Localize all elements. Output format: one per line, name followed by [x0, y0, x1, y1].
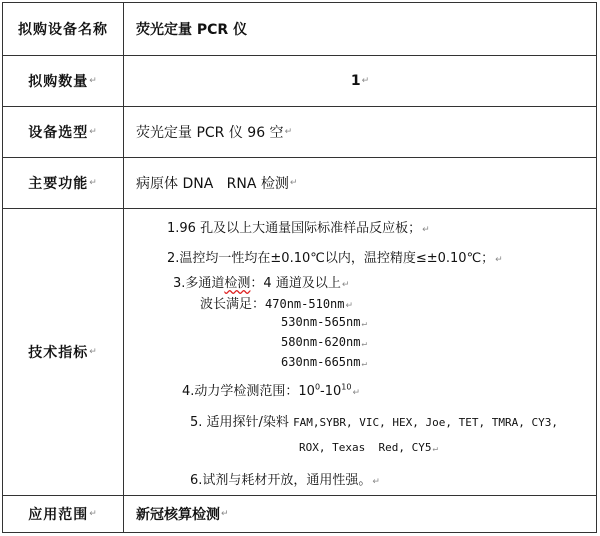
- value-model: 荧光定量 PCR 仪 96 空 ↵: [136, 125, 293, 141]
- procurement-table: [2, 2, 597, 533]
- value-device-name: 荧光定量 PCR 仪: [136, 22, 248, 38]
- value-quantity: 1 ↵: [350, 73, 370, 89]
- spec-line-3: 3.多通道检测：4 通道及以上↵: [173, 276, 350, 291]
- label-device-name: 拟购设备名称: [18, 22, 108, 38]
- label-model: 设备选型 ↵: [28, 125, 98, 141]
- label-tech-specs: 技术指标 ↵: [28, 345, 98, 361]
- spec-line-2: 2.温控均一性均在±0.10℃以内，温控精度≤±0.10℃；↵: [167, 251, 503, 266]
- value-application-scope: 新冠核算检测 ↵: [136, 507, 229, 523]
- value-main-function: 病原体 DNA RNA 检测 ↵: [136, 176, 298, 192]
- label-application-scope: 应用范围 ↵: [28, 507, 98, 523]
- label-main-function: 主要功能 ↵: [28, 176, 98, 192]
- spec-line-5: 5. 适用探针/染料 FAM,SYBR, VIC, HEX, Joe, TET, TMRA, CY3,: [190, 415, 558, 430]
- spec-line-5-continued: ROX, Texas Red, CY5↵: [299, 441, 438, 454]
- spec-line-4: 4.动力学检测范围：$10^0-10^{10}↵$: [182, 382, 361, 399]
- spec-line-6: 6.试剂与耗材开放，通用性强。↵: [190, 473, 380, 488]
- wavelength-2: 530nm-565nm↵: [281, 315, 367, 329]
- wavelength-3: 580nm-620nm↵: [281, 335, 367, 349]
- wavelength-4: 630nm-665nm↵: [281, 355, 367, 369]
- tech-specs-cell: [124, 209, 596, 495]
- spec-line-1: 1.96 孔及以上大通量国际标准样品反应板；↵: [167, 221, 430, 236]
- wavelength-line: 波长满足：470nm-510nm↵: [200, 297, 354, 312]
- label-quantity: 拟购数量 ↵: [28, 74, 98, 90]
